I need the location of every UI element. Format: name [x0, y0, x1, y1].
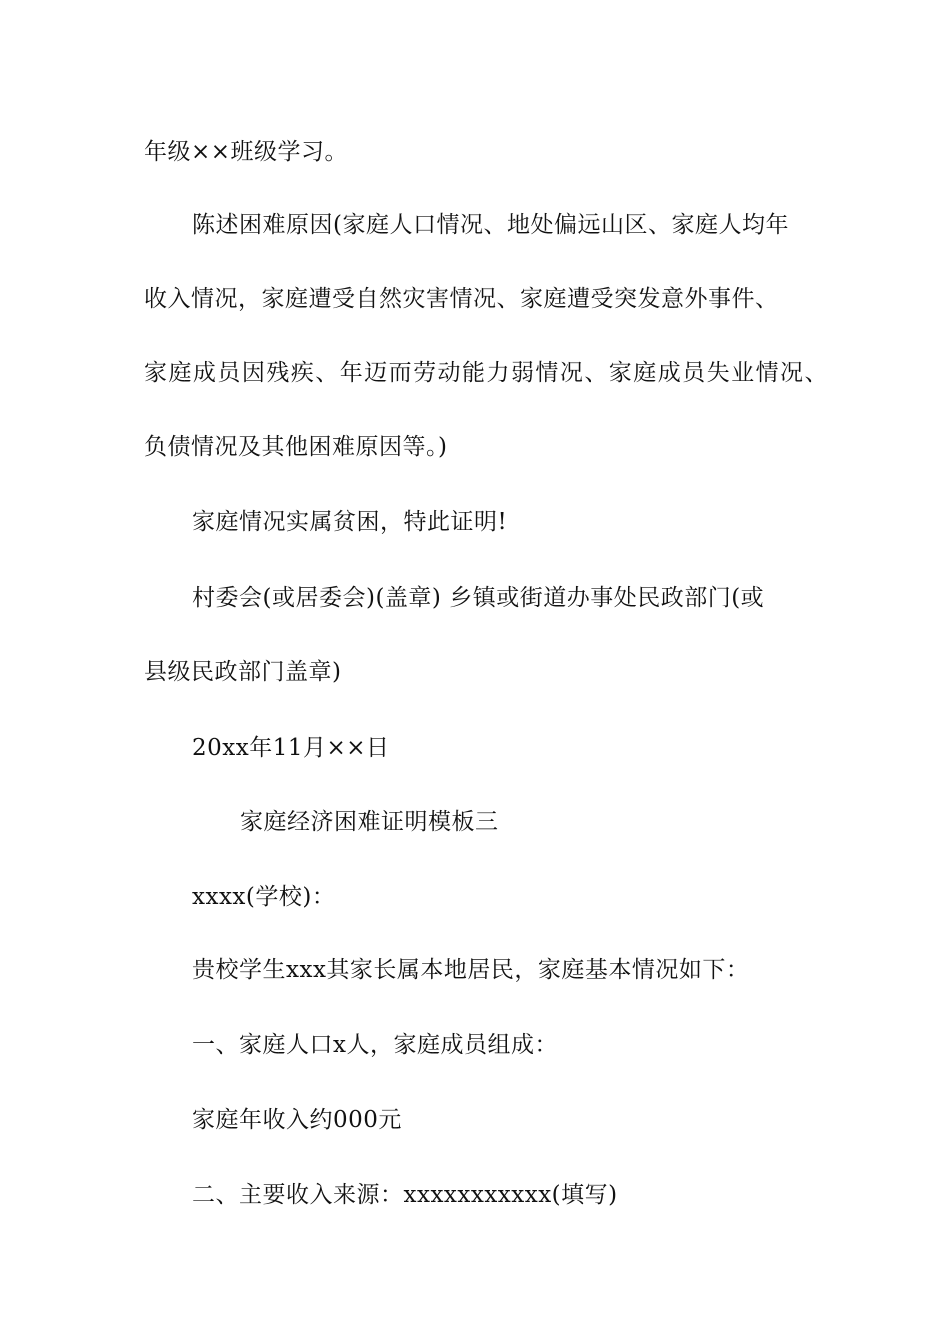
body-text-line: 二、主要收入来源：xxxxxxxxxxx(填写) — [192, 1182, 618, 1208]
body-text-line: 陈述困难原因(家庭人口情况、地处偏远山区、家庭人均年 — [192, 212, 789, 238]
body-text-line: 县级民政部门盖章) — [144, 659, 342, 685]
body-text-line: 家庭成员因残疾、年迈而劳动能力弱情况、家庭成员失业情况、 — [144, 360, 828, 386]
body-text-line: 年级××班级学习。 — [144, 139, 349, 165]
body-text-line: 家庭情况实属贫困，特此证明! — [192, 509, 508, 535]
section-title: 家庭经济困难证明模板三 — [240, 809, 499, 835]
body-text-line: 贵校学生xxx其家长属本地居民，家庭基本情况如下： — [192, 957, 750, 983]
body-text-line: 一、家庭人口x人，家庭成员组成： — [192, 1032, 558, 1058]
date-line: 20xx年11月××日 — [192, 735, 390, 761]
body-text-line: 负债情况及其他困难原因等。) — [144, 434, 448, 460]
salutation-line: xxxx(学校)： — [192, 884, 336, 910]
body-text-line: 家庭年收入约000元 — [192, 1107, 402, 1133]
body-text-line: 收入情况，家庭遭受自然灾害情况、家庭遭受突发意外事件、 — [144, 286, 779, 312]
body-text-line: 村委会(或居委会)(盖章) 乡镇或街道办事处民政部门(或 — [192, 585, 765, 611]
